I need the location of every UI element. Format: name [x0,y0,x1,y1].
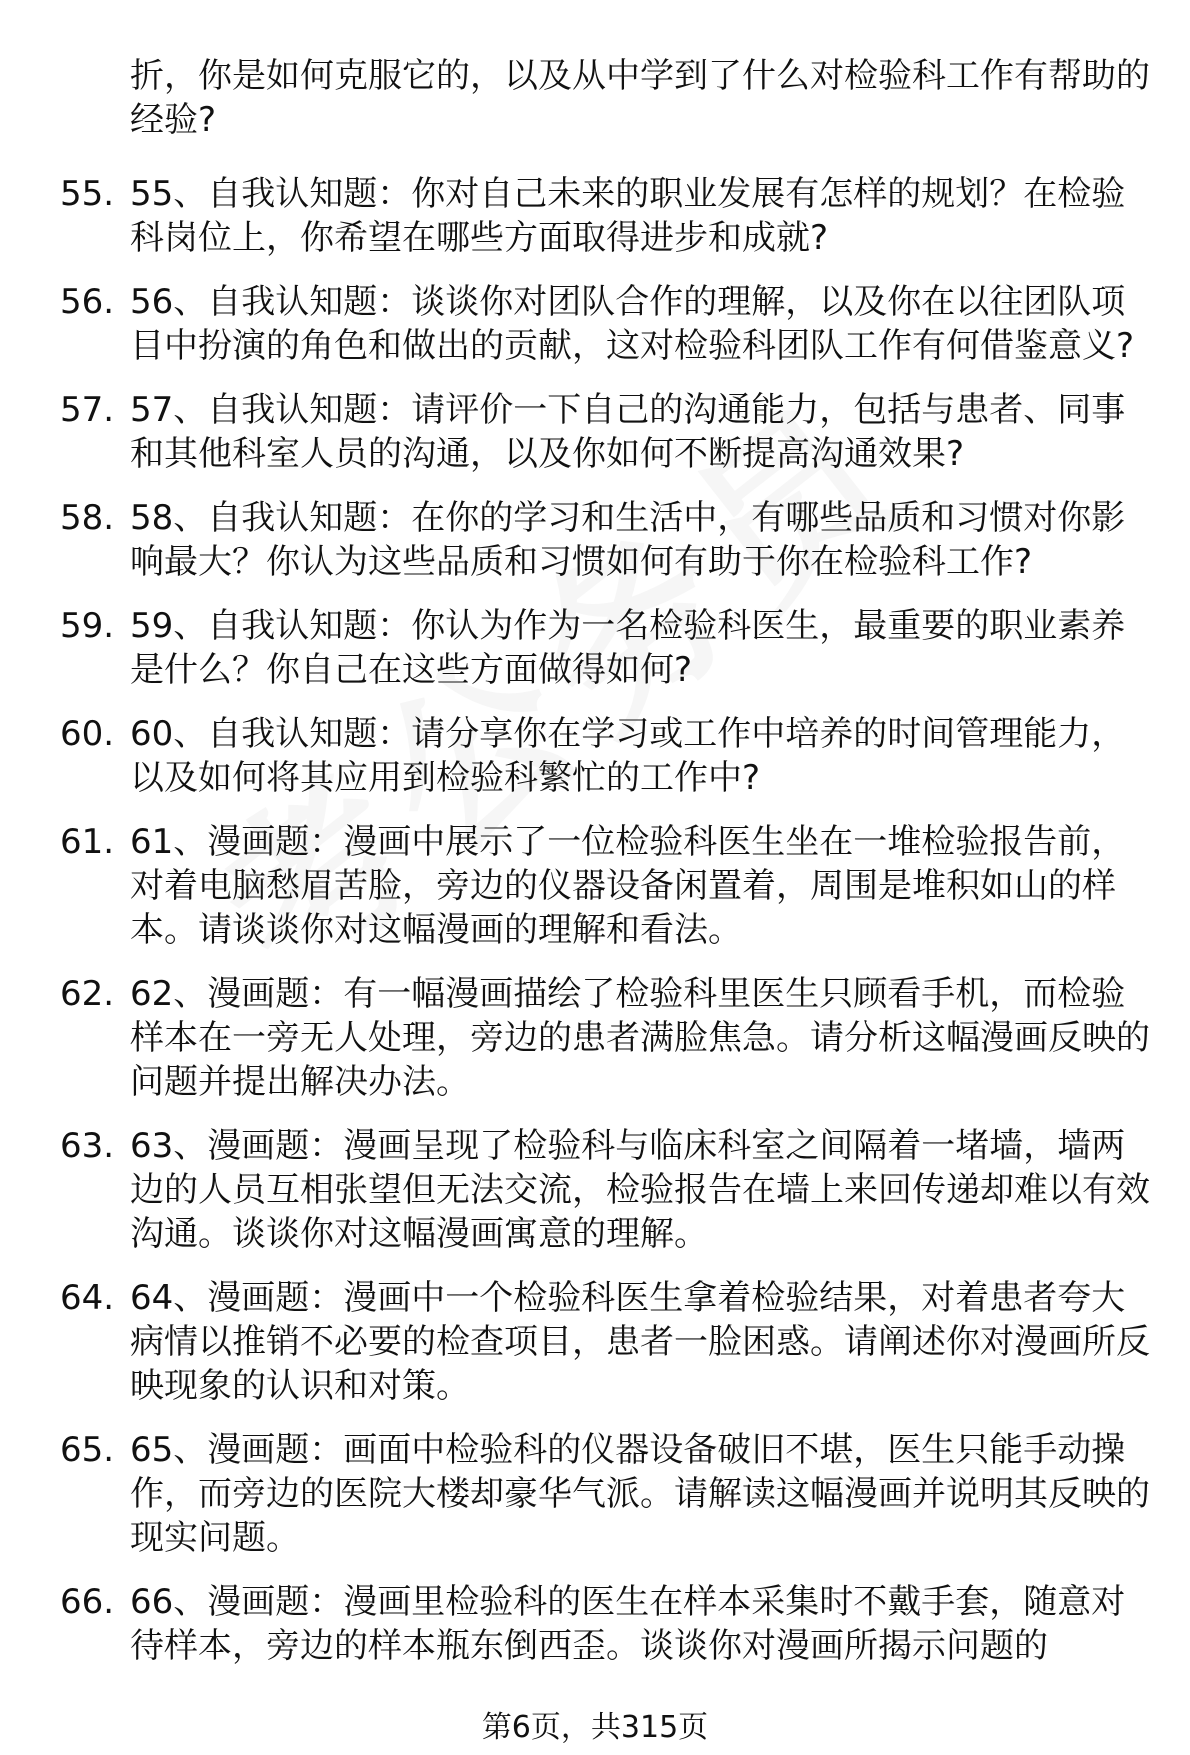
list-item [0,496,1190,584]
item-text: 56、自我认知题：谈谈你对团队合作的理解，以及你在以往团队项目中扮演的角色和做出的贡献，这对检验科团队工作有何借鉴意义? [130,282,1135,366]
item-number: 57. [60,390,115,430]
item-number: 64. [60,1278,115,1318]
list-item [0,972,1190,1104]
item-number: 65. [60,1430,115,1470]
item-text: 58、自我认知题：在你的学习和生活中，有哪些品质和习惯对你影响最大？你认为这些品质和习惯如何有助于你在检验科工作? [130,498,1126,582]
item-text: 66、漫画题：漫画里检验科的医生在样本采集时不戴手套，随意对待样本，旁边的样本瓶东倒西歪。谈谈你对漫画所揭示问题的 [130,1582,1126,1666]
item-text: 57、自我认知题：请评价一下自己的沟通能力，包括与患者、同事和其他科室人员的沟通，以及你如何不断提高沟通效果? [130,390,1126,474]
continuation-text: 折，你是如何克服它的，以及从中学到了什么对检验科工作有帮助的经验? [130,56,1150,140]
continuation-item [0,0,1190,142]
item-number: 66. [60,1582,115,1622]
list-item [0,172,1190,260]
list-item [0,712,1190,800]
list-item [0,1428,1190,1560]
list-item [0,604,1190,692]
item-text: 55、自我认知题：你对自己未来的职业发展有怎样的规划？在检验科岗位上，你希望在哪些方面取得进步和成就? [130,174,1126,258]
item-number: 63. [60,1126,115,1166]
list-item [0,1580,1190,1668]
list-item [0,1124,1190,1256]
item-number: 58. [60,498,115,538]
list-item [0,820,1190,952]
item-number: 61. [60,822,115,862]
item-text: 63、漫画题：漫画呈现了检验科与临床科室之间隔着一堵墙，墙两边的人员互相张望但无法交流，检验报告在墙上来回传递却难以有效沟通。谈谈你对这幅漫画寓意的理解。 [130,1126,1150,1254]
list-item [0,1276,1190,1408]
item-text: 65、漫画题：画面中检验科的仪器设备破旧不堪，医生只能手动操作，而旁边的医院大楼却豪华气派。请解读这幅漫画并说明其反映的现实问题。 [130,1430,1150,1558]
item-number: 56. [60,282,115,322]
item-number: 62. [60,974,115,1014]
item-number: 55. [60,174,115,214]
item-text: 59、自我认知题：你认为作为一名检验科医生，最重要的职业素养是什么？你自己在这些方面做得如何? [130,606,1126,690]
list-item [0,280,1190,368]
item-number: 59. [60,606,115,646]
item-text: 64、漫画题：漫画中一个检验科医生拿着检验结果，对着患者夸大病情以推销不必要的检查项目，患者一脸困惑。请阐述你对漫画所反映现象的认识和对策。 [130,1278,1150,1406]
item-number: 60. [60,714,115,754]
item-text: 60、自我认知题：请分享你在学习或工作中培养的时间管理能力，以及如何将其应用到检验科繁忙的工作中? [130,714,1126,798]
item-text: 62、漫画题：有一幅漫画描绘了检验科里医生只顾看手机，而检验样本在一旁无人处理，旁边的患者满脸焦急。请分析这幅漫画反映的问题并提出解决办法。 [130,974,1150,1102]
page-footer: 第6页，共315页 [481,1710,709,1745]
item-text: 61、漫画题：漫画中展示了一位检验科医生坐在一堆检验报告前，对着电脑愁眉苦脸，旁边的仪器设备闲置着，周围是堆积如山的样本。请谈谈你对这幅漫画的理解和看法。 [130,822,1126,950]
list-item [0,388,1190,476]
